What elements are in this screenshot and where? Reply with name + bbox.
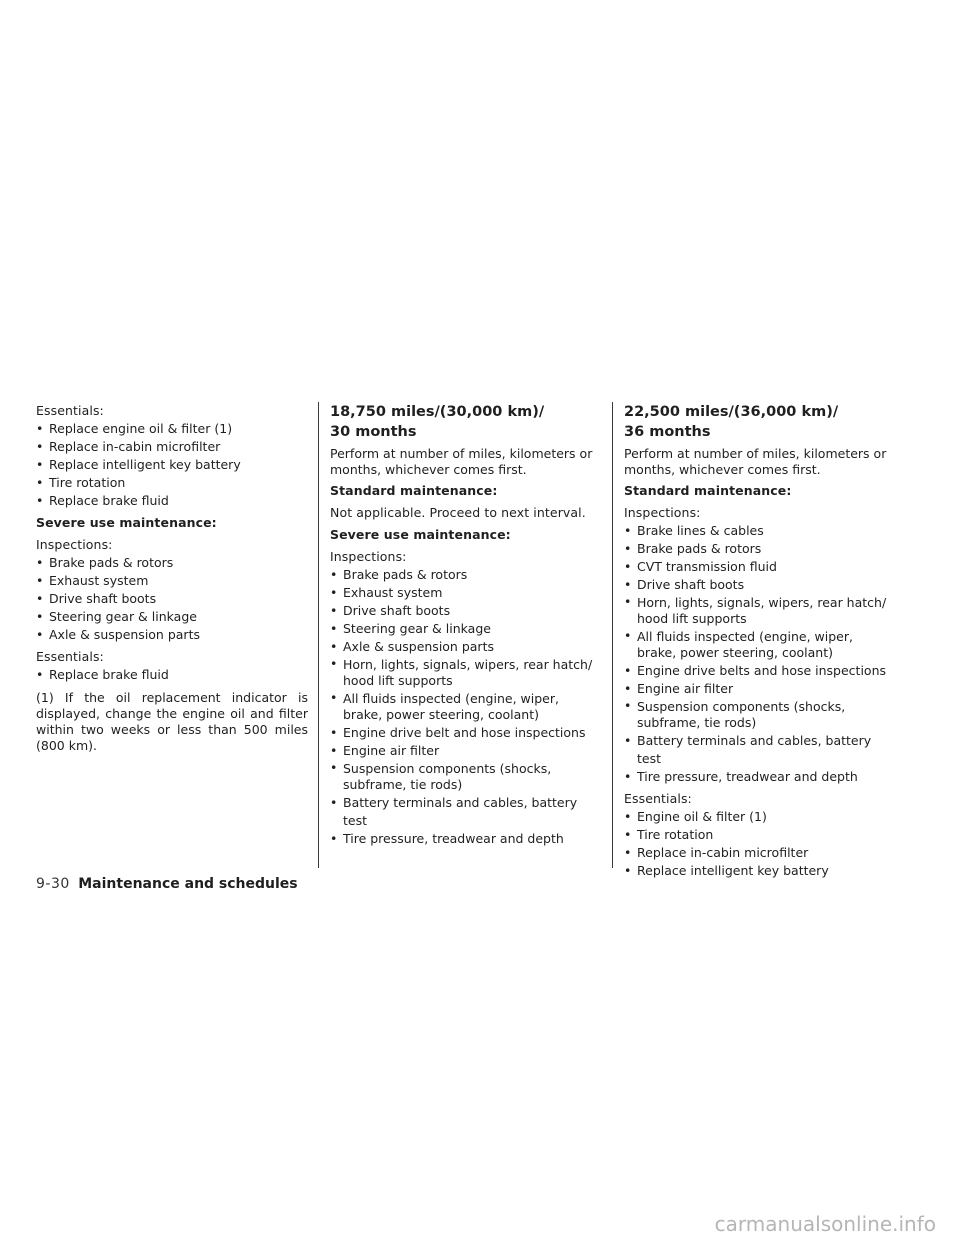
list-item: • Replace intelligent key battery [36, 456, 308, 474]
list-item: • Axle & suspension parts [36, 626, 308, 644]
list-item: • Axle & suspension parts [330, 638, 602, 656]
list-item: • Engine air filter [330, 742, 602, 760]
list-item: • Brake pads & rotors [330, 566, 602, 584]
list-item: • Tire rotation [624, 826, 896, 844]
page-footer [36, 876, 298, 892]
footnote: (1) If the oil replacement indicator is displayed, change the engine oil and filter within two weeks or less than 500 miles (800 km). [36, 690, 308, 753]
list-item: • Engine oil & filter (1) [624, 808, 896, 826]
list-item: • Drive shaft boots [624, 576, 896, 594]
list-item: • Drive shaft boots [36, 590, 308, 608]
standard-maintenance-heading: Standard maintenance: [330, 483, 498, 498]
list-item: • Replace engine oil & filter (1) [36, 420, 308, 438]
list-item: • Replace intelligent key battery [624, 862, 896, 880]
list-item: • Exhaust system [36, 572, 308, 590]
list-item: • CVT transmission fluid [624, 558, 896, 576]
interval-intro: Perform at number of miles, kilometers or months, whichever comes first. [624, 446, 887, 477]
list-item: • Suspension components (shocks, subframe, tie rods) [330, 760, 602, 794]
interval-intro: Perform at number of miles, kilometers or months, whichever comes first. [330, 446, 593, 477]
severe-use-heading: Severe use maintenance: [330, 527, 511, 542]
inspections-label: Inspections: [36, 537, 113, 552]
list-item: • Suspension components (shocks, subframe, tie rods) [624, 698, 896, 732]
interval-heading [330, 402, 602, 442]
essentials-list [36, 420, 308, 510]
list-item: • Replace brake fluid [36, 492, 308, 510]
essentials-label: Essentials: [36, 403, 104, 418]
interval-heading [624, 402, 896, 442]
list-item: • Replace in-cabin microfilter [36, 438, 308, 456]
list-item: • Horn, lights, signals, wipers, rear hatch/ hood lift supports [330, 656, 602, 690]
list-item: • All fluids inspected (engine, wiper, brake, power steering, coolant) [330, 690, 602, 724]
list-item: • Tire pressure, treadwear and depth [624, 768, 896, 786]
list-item: • Engine air filter [624, 680, 896, 698]
interval-heading-line-2: 36 months [624, 424, 711, 440]
list-item: • Engine drive belts and hose inspections [624, 662, 896, 680]
column-divider [318, 402, 319, 868]
interval-heading-line-1: 18,750 miles/(30,000 km)/ [330, 404, 545, 420]
list-item: • Battery terminals and cables, battery test [624, 732, 896, 768]
interval-heading-line-1: 22,500 miles/(36,000 km)/ [624, 404, 839, 420]
list-item: • Brake lines & cables [624, 522, 896, 540]
list-item: • Tire pressure, treadwear and depth [330, 830, 602, 848]
inspections-label: Inspections: [624, 505, 701, 520]
page-number: 9-30 [36, 876, 70, 892]
list-item: • All fluids inspected (engine, wiper, brake, power steering, coolant) [624, 628, 896, 662]
list-item: • Brake pads & rotors [36, 554, 308, 572]
list-item: • Steering gear & linkage [330, 620, 602, 638]
list-item: • Horn, lights, signals, wipers, rear hatch/ hood lift supports [624, 594, 896, 628]
inspections-list [624, 522, 896, 786]
standard-maintenance-text: Not applicable. Proceed to next interval. [330, 505, 586, 520]
severe-use-heading: Severe use maintenance: [36, 515, 217, 530]
column-1 [36, 402, 308, 754]
list-item: • Exhaust system [330, 584, 602, 602]
column-divider [612, 402, 613, 868]
essentials-list-2 [36, 666, 308, 684]
standard-maintenance-heading: Standard maintenance: [624, 483, 792, 498]
essentials-label-2: Essentials: [36, 649, 104, 664]
section-title: Maintenance and schedules [78, 876, 298, 892]
list-item: • Replace brake fluid [36, 666, 308, 684]
list-item: • Tire rotation [36, 474, 308, 492]
list-item: • Drive shaft boots [330, 602, 602, 620]
list-item: • Replace in-cabin microfilter [624, 844, 896, 862]
interval-heading-line-2: 30 months [330, 424, 417, 440]
list-item: • Brake pads & rotors [624, 540, 896, 558]
list-item: • Steering gear & linkage [36, 608, 308, 626]
inspections-list [330, 566, 602, 848]
list-item: • Battery terminals and cables, battery test [330, 794, 602, 830]
column-2 [330, 402, 602, 848]
list-item: • Engine drive belt and hose inspections [330, 724, 602, 742]
column-3 [624, 402, 896, 880]
inspections-list [36, 554, 308, 644]
essentials-list [624, 808, 896, 880]
essentials-label: Essentials: [624, 791, 692, 806]
inspections-label: Inspections: [330, 549, 407, 564]
watermark: carmanualsonline.info [714, 1212, 936, 1236]
